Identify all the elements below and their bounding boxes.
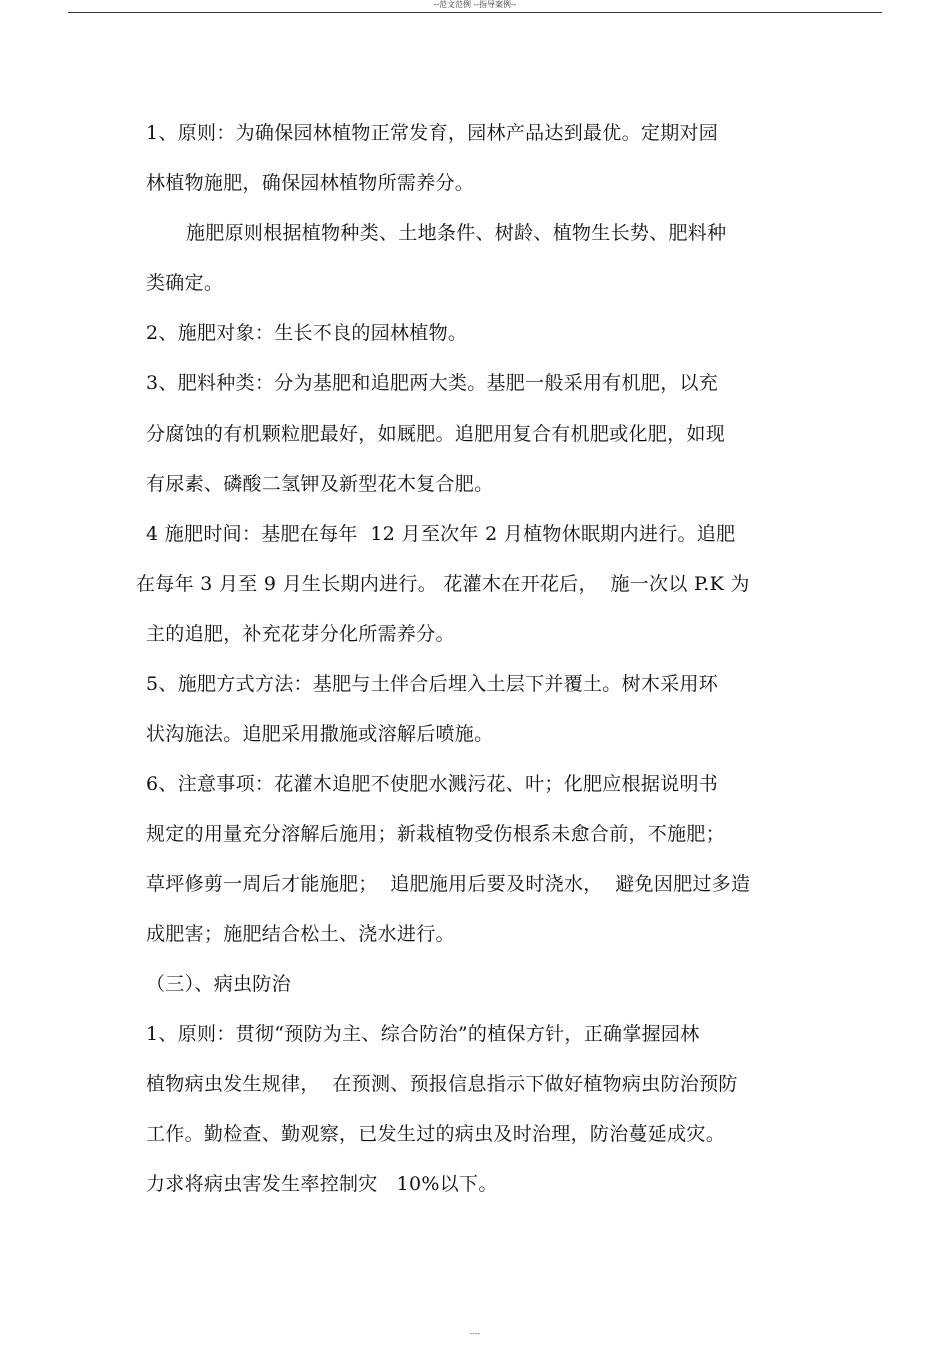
text-line: 分腐蚀的有机颗粒肥最好，如厩肥。追肥用复合有机肥或化肥，如现 bbox=[146, 423, 726, 445]
text-line: 林植物施肥，确保园林植物所需养分。 bbox=[146, 172, 475, 194]
text-line: 在每年 3 月至 9 月生长期内进行。 花灌木在开花后， 施一次以 P.K 为 bbox=[136, 573, 750, 595]
text-line: 类确定。 bbox=[146, 272, 224, 294]
text-line: 规定的用量充分溶解后施用；新栽植物受伤根系未愈合前，不施肥； bbox=[146, 823, 726, 845]
text-line: 力求将病虫害发生率控制灾 10%以下。 bbox=[146, 1173, 498, 1195]
text-line: 1、原则：为确保园林植物正常发育，园林产品达到最优。定期对园 bbox=[146, 122, 719, 144]
text-line: 有尿素、磷酸二氢钾及新型花木复合肥。 bbox=[146, 473, 494, 495]
header-divider bbox=[68, 12, 882, 13]
text-line: 主的追肥，补充花芽分化所需养分。 bbox=[146, 623, 455, 645]
text-line: 4 施肥时间：基肥在每年 12 月至次年 2 月植物休眠期内进行。追肥 bbox=[146, 523, 736, 545]
text-line: 2、施肥对象：生长不良的园林植物。 bbox=[146, 322, 468, 344]
text-line: 成肥害；施肥结合松土、浇水进行。 bbox=[146, 923, 455, 945]
page-header: --范文范例 --指导案例-- bbox=[433, 0, 517, 9]
page-footer: ---- bbox=[469, 1329, 481, 1338]
text-line: 草坪修剪一周后才能施肥； 追肥施用后要及时浇水， 避免因肥过多造 bbox=[146, 873, 751, 895]
text-line: 工作。勤检查、勤观察，已发生过的病虫及时治理，防治蔓延成灾。 bbox=[146, 1123, 726, 1145]
text-line: 植物病虫发生规律， 在预测、预报信息指示下做好植物病虫防治预防 bbox=[146, 1073, 738, 1095]
text-line: 3、肥料种类：分为基肥和追肥两大类。基肥一般采用有机肥，以充 bbox=[146, 372, 719, 394]
text-line: 1、原则：贯彻“预防为主、综合防治”的植保方针，正确掌握园林 bbox=[146, 1023, 700, 1045]
section-heading: （三）、病虫防治 bbox=[146, 973, 291, 995]
text-line: 6、注意事项：花灌木追肥不使肥水溅污花、叶；化肥应根据说明书 bbox=[146, 773, 719, 795]
text-line: 5、施肥方式方法：基肥与土伴合后埋入土层下并覆土。树木采用环 bbox=[146, 673, 719, 695]
text-line: 状沟施法。追肥采用撒施或溶解后喷施。 bbox=[146, 723, 494, 745]
text-line: 施肥原则根据植物种类、土地条件、树龄、植物生长势、肥料种 bbox=[186, 222, 727, 244]
